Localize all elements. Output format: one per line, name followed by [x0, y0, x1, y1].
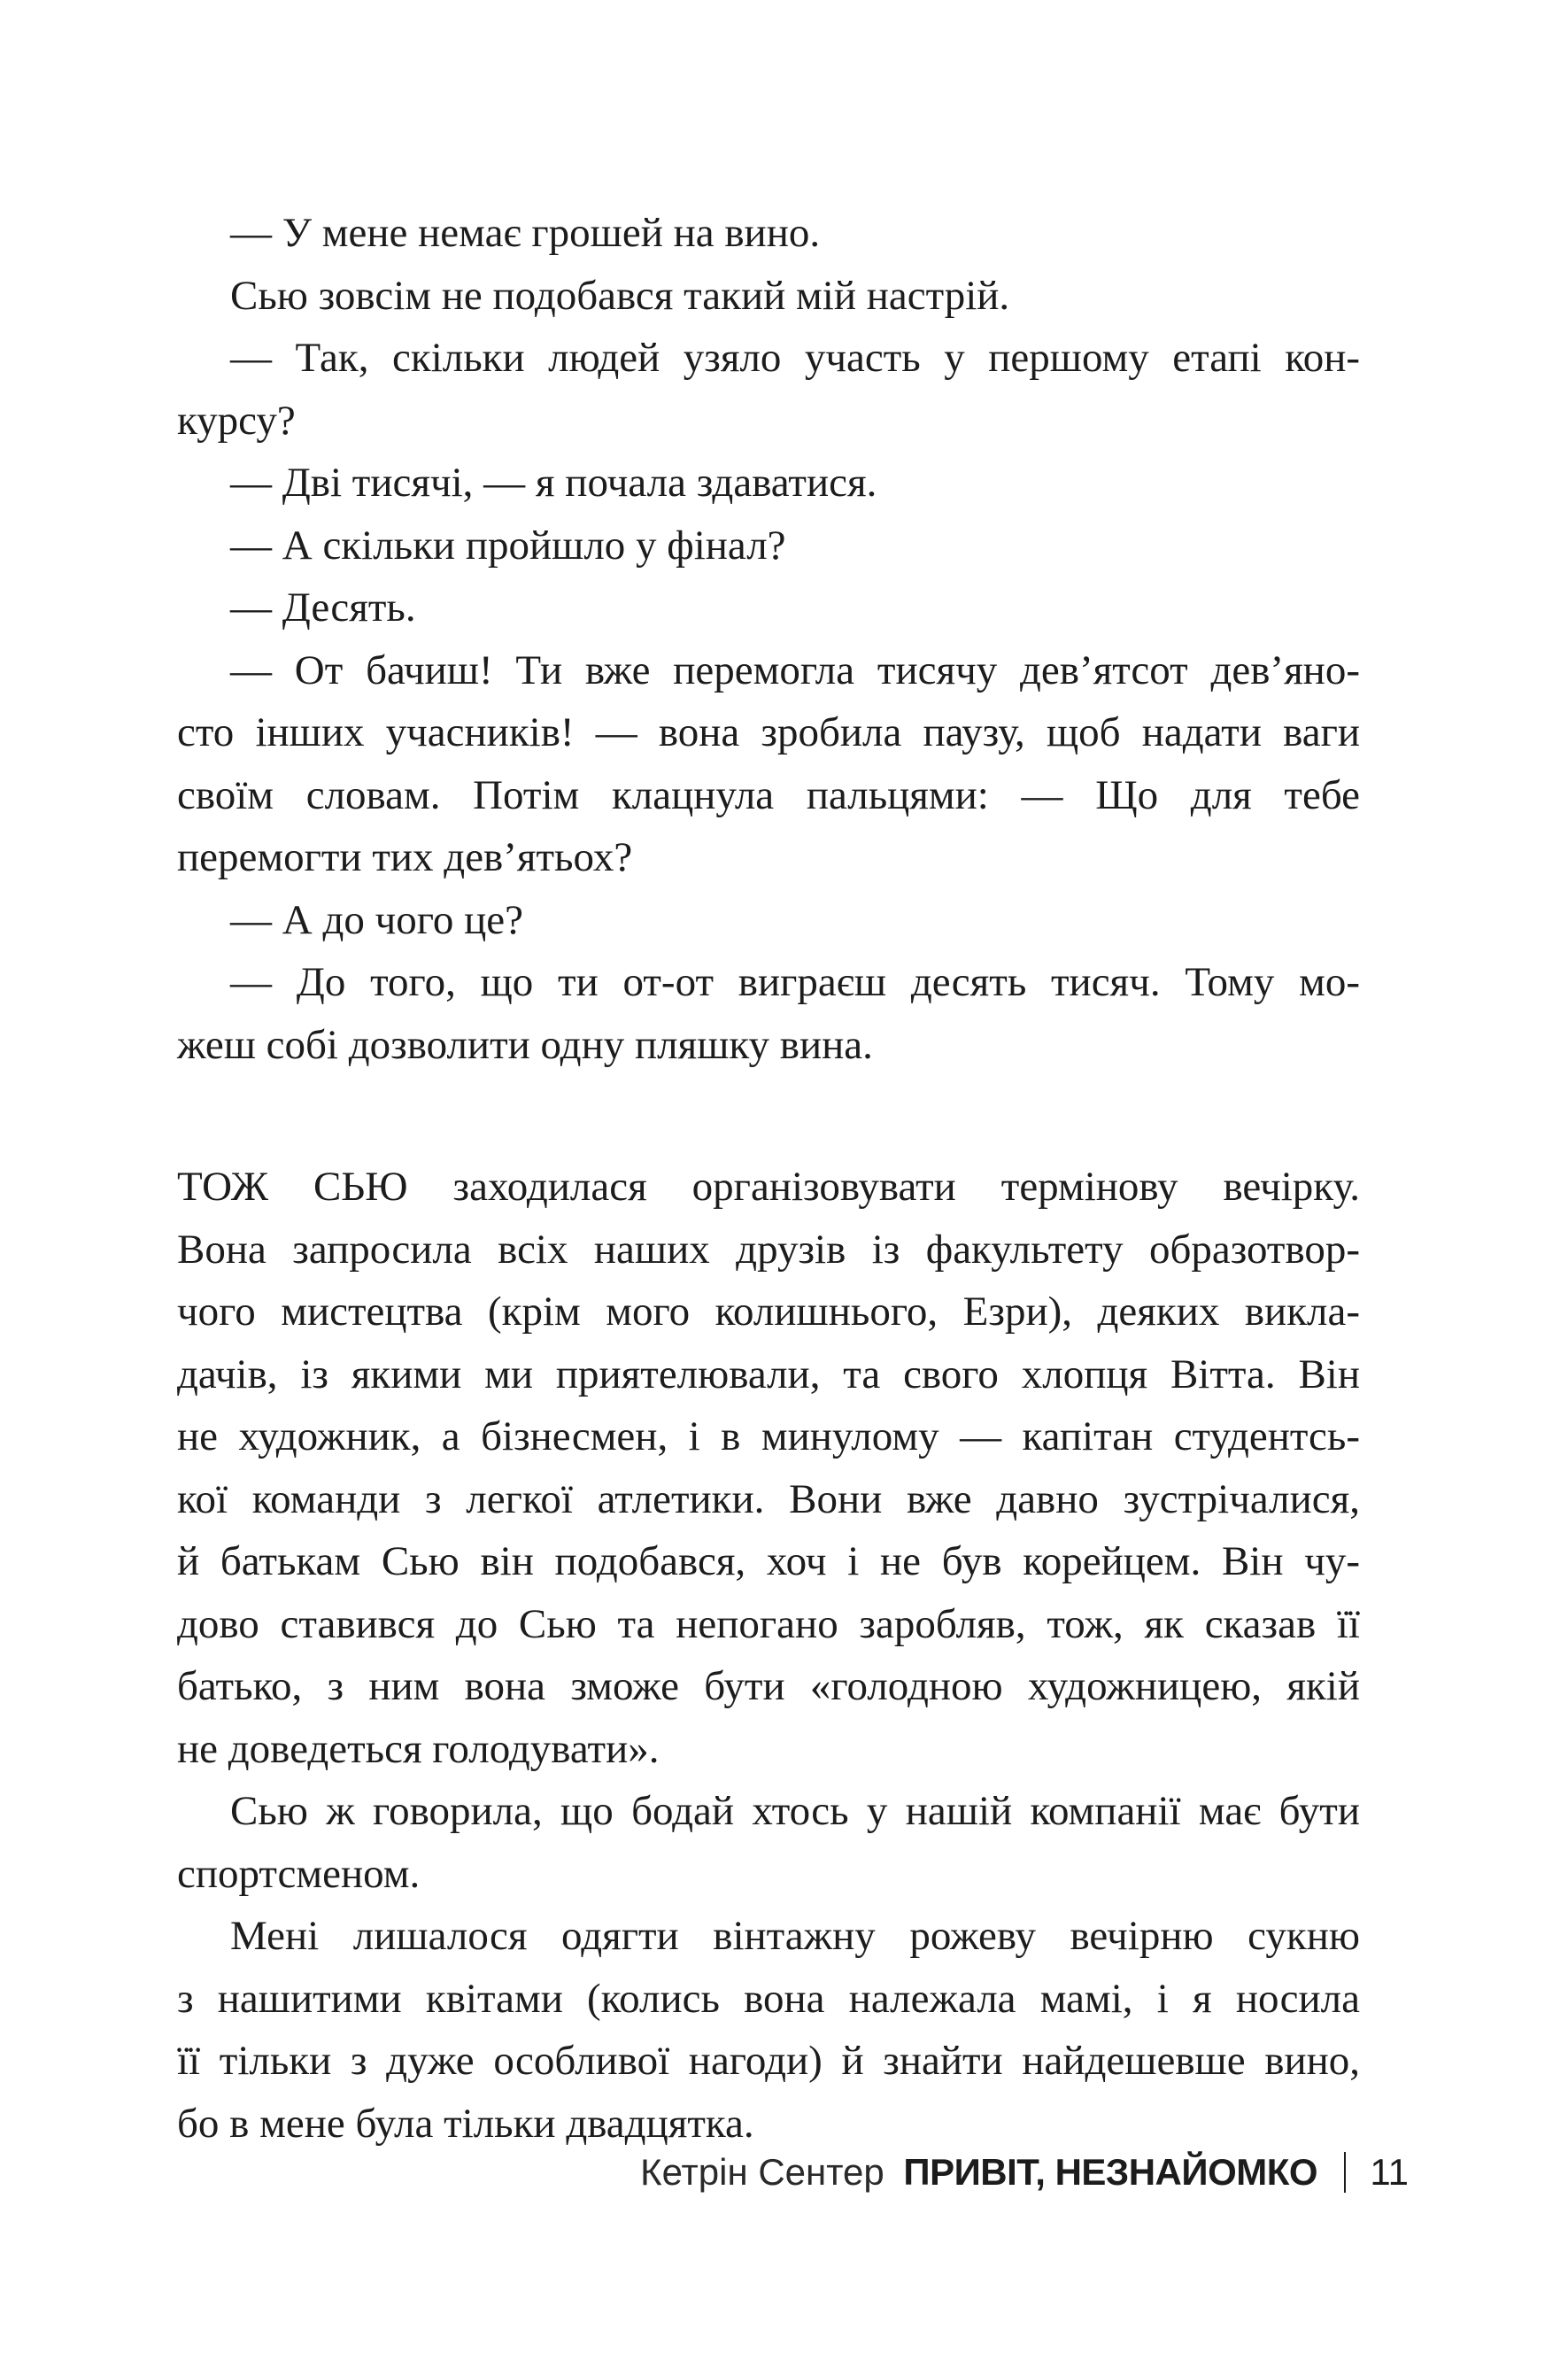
text-line: — До того, що ти от-от виграєш десять тисяч. Тому мо- [230, 959, 1360, 1005]
text-line: чого мистецтва (крім мого колишнього, Езри), деяких викла- [177, 1289, 1360, 1335]
text-line: жеш собі дозволити одну пляшку вина. [177, 1021, 873, 1068]
dialogue-section [177, 202, 1360, 1076]
text-line: — Десять. [230, 584, 416, 631]
footer-author: Кетрін Сентер [640, 2151, 884, 2193]
footer-book-title: ПРИВІТ, НЕЗНАЙОМКО [903, 2151, 1318, 2193]
text-line: кої команди з легкої атлетики. Вони вже давно зустрічалися, [177, 1475, 1360, 1522]
footer-separator [1344, 2152, 1346, 2193]
text-line: перемогти тих дев’ятьох? [177, 834, 633, 880]
text-line: — От бачиш! Ти вже перемогла тисячу дев’ятсот дев’яно- [230, 646, 1360, 693]
text-line: Вона запросила всіх наших друзів із факультету образотвор- [177, 1226, 1360, 1273]
text-line: й батькам Сью він подобався, хоч і не був корейцем. Він чу- [177, 1538, 1360, 1584]
text-line: Мені лишалося одягти вінтажну рожеву вечірню сукню [230, 1913, 1360, 1959]
text-line: сто інших учасників! — вона зробила паузу, щоб надати ваги [177, 709, 1360, 755]
text-line: — У мене немає грошей на вино. [230, 210, 821, 256]
text-line: бо в мене була тільки двадцятка. [177, 2100, 754, 2147]
text-line: — Дві тисячі, — я почала здаватися. [230, 460, 877, 506]
text-line: — А скільки пройшло у фінал? [230, 522, 786, 569]
text-line: Сью ж говорила, що бодай хтось у нашій компанії має бути [230, 1788, 1360, 1834]
text-line: спортсменом. [177, 1850, 421, 1897]
text-line: дово ставився до Сью та непогано заробляв, тож, як сказав її [177, 1600, 1360, 1647]
text-line: батько, з ним вона зможе бути «голодною художницею, якій [177, 1663, 1360, 1709]
narrative-section [177, 1156, 1360, 2155]
text-line: — А до чого це? [230, 896, 523, 943]
text-line: — Так, скільки людей узяло участь у першому етапі кон- [230, 335, 1360, 381]
page-number: 11 [1370, 2151, 1409, 2193]
running-footer [640, 2141, 1409, 2203]
text-line: з нашитими квітами (колись вона належала мамі, і я носила [177, 1975, 1360, 2022]
text-line: не доведеться голодувати». [177, 1725, 660, 1772]
text-line: курсу? [177, 397, 296, 444]
text-line: ТОЖ СЬЮ заходилася організовувати термінову вечірку. [177, 1164, 1360, 1210]
text-line: дачів, із якими ми приятелювали, та свого хлопця Вітта. Він [177, 1351, 1360, 1397]
text-line: своїм словам. Потім клацнула пальцями: — Що для тебе [177, 771, 1360, 818]
text-line: Сью зовсім не подобався такий мій настрій. [230, 272, 1010, 319]
text-line: її тільки з дуже особливої нагоди) й знайти найдешевше вино, [177, 2038, 1360, 2084]
text-line: не художник, а бізнесмен, і в минулому — капітан студентсь- [177, 1413, 1360, 1459]
